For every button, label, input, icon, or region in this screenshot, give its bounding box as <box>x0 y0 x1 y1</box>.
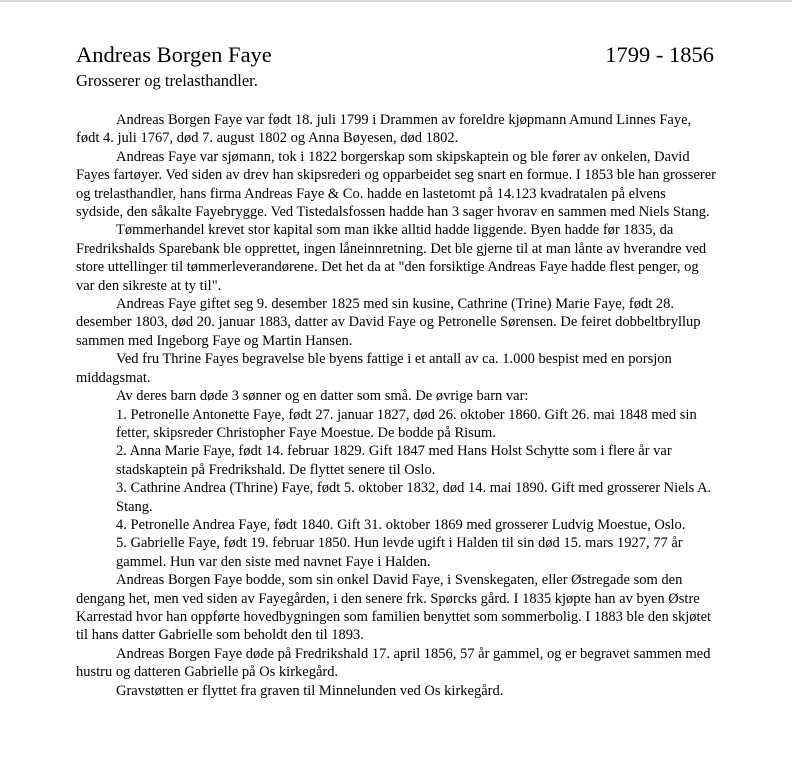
document-body <box>76 111 716 700</box>
top-border <box>0 0 792 2</box>
paragraph-timber-trade: Tømmerhandel krevet stor kapital som man ikke alltid hadde liggende. Byen hadde før 1835, da Fredrikshalds Sparebank ble opprettet, ingen låneinnretning. Det ble gjerne til at man lånte av hverandre ved store uttellinger til tømmerleverandørene. Det het da at "den forsiktige Andreas Faye hadde flest penger, og var den sikreste at ty til". <box>76 222 707 294</box>
paragraph-marriage: Andreas Faye giftet seg 9. desember 1825 med sin kusine, Cathrine (Trine) Marie Faye, født 28. desember 1803, død 20. januar 1883, datter av David Faye og Petronelle Sørensen. De feiret dobbeltbryllup sammen med Ingeborg Faye og Martin Hansen. <box>76 296 701 349</box>
page-subtitle: Grosserer og trelasthandler. <box>76 71 258 90</box>
list-item-child-3: 3. Cathrine Andrea (Thrine) Faye, født 5. oktober 1832, død 14. mai 1890. Gift med grosserer Niels A. Stang. <box>116 480 712 515</box>
list-item-child-4: 4. Petronelle Andrea Faye, født 1840. Gift 31. oktober 1869 med grosserer Ludvig Moestue, Oslo. <box>116 516 686 533</box>
list-item-child-5: 5. Gabrielle Faye, født 19. februar 1850. Hun levde ugift i Halden til sin død 15. mars 1927, 77 år gammel. Hun var den siste med navnet Faye i Halden. <box>116 535 683 570</box>
page-title: Andreas Borgen Faye <box>76 42 272 67</box>
list-item-child-2: 2. Anna Marie Faye, født 14. februar 1829. Gift 1847 med Hans Holst Schytte som i flere år var stadskaptein på Fredrikshald. De flyttet senere til Oslo. <box>116 443 672 478</box>
paragraph-gravestone: Gravstøtten er flyttet fra graven til Minnelunden ved Os kirkegård. <box>116 682 504 699</box>
life-years: 1799 - 1856 <box>605 42 714 67</box>
paragraph-death: Andreas Borgen Faye døde på Fredrikshald 17. april 1856, 57 år gammel, og er begravet sammen med hustru og datteren Gabrielle på Os kirkegård. <box>76 645 711 681</box>
paragraph-career: Andreas Faye var sjømann, tok i 1822 borgerskap som skipskaptein og ble fører av onkelen, David Fayes fartøyer. Ved siden av drev han skipsrederi og opparbeidet seg snart en formue. I 1853 ble han grosserer og trelasthandler, hans firma Andreas Faye & Co. hadde en lastetomt på 14.123 kvadratalen på elvens sydside, den såkalte Fayebrygge. Ved Tistedalsfossen hadde han 3 sager hvorav en sammen med Niels Stang. <box>76 148 716 221</box>
document-page <box>76 40 716 700</box>
paragraph-funeral: Ved fru Thrine Fayes begravelse ble byens fattige i et antall av ca. 1.000 bespist med en porsjon middagsmat. <box>76 351 672 386</box>
paragraph-children-intro: Av deres barn døde 3 sønner og en datter som små. De øvrige barn var: <box>116 388 529 405</box>
header-row <box>76 40 716 70</box>
paragraph-birth: Andreas Borgen Faye var født 18. juli 1799 i Drammen av foreldre kjøpmann Amund Linnes Faye, født 4. juli 1767, død 7. august 1802 og Anna Bøyesen, død 1802. <box>76 112 692 147</box>
paragraph-residence: Andreas Borgen Faye bodde, som sin onkel David Faye, i Svenskegaten, eller Østregade som den dengang het, men ved siden av Fayegården, i den senere frk. Spørcks gård. I 1835 kjøpte han av byen Østre Karrestad hvor han oppførte hovedbygningen som familien benyttet som sommerbolig. I 1883 ble den skjøtet til hans datter Gabrielle som beholdt den til 1893. <box>76 572 712 644</box>
list-item-child-1: 1. Petronelle Antonette Faye, født 27. januar 1827, død 26. oktober 1860. Gift 26. mai 1848 med sin fetter, skipsreder Christopher Faye Moestue. De bodde på Risum. <box>116 406 697 441</box>
